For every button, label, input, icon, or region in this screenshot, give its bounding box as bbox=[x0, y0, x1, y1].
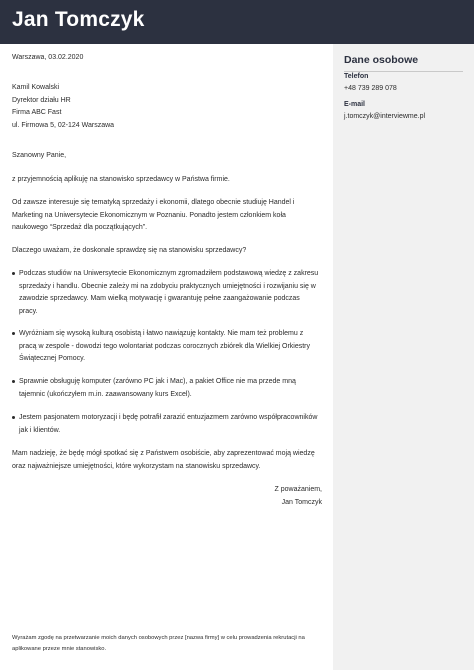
question-paragraph: Dlaczego uważam, że doskonale sprawdzę się na stanowisku sprzedawcy? bbox=[12, 247, 247, 254]
sidebar-title: Dane osobowe bbox=[344, 54, 463, 72]
data-consent-clause: Wyrażam zgodę na przetwarzanie moich danych osobowych przez [nazwa firmy] w celu prowadzenia rekrutacji na aplikowane przeze mnie stanowisko. bbox=[12, 635, 305, 652]
applicant-name: Jan Tomczyk bbox=[12, 8, 145, 31]
list-item-text: Sprawnie obsługuję komputer (zarówno PC jak i Mac), a pakiet Office nie ma przede mną tajemnic (ukończyłem m.in. zaawansowany kurs Excel). bbox=[19, 378, 296, 398]
list-item-text: Podczas studiów na Uniwersytecie Ekonomicznym zgromadziłem podstawową wiedzę z zakresu sprzedaży i handlu. Obecnie zależy mi na zdobyciu praktycznych umiejętności i rozwijaniu się w zawodzie sprzedawcy. Mam wielką motywację i gwarantuję pełne zaangażowanie podczas pracy. bbox=[19, 270, 319, 315]
phone-label: Telefon bbox=[344, 73, 369, 80]
recipient-company: Firma ABC Fast bbox=[12, 109, 62, 116]
personal-data-sidebar bbox=[333, 44, 474, 670]
intro-paragraph: z przyjemnością aplikuję na stanowisko sprzedawcy w Państwa firmie. bbox=[12, 176, 230, 183]
bullet-icon bbox=[12, 272, 15, 275]
recipient-address: ul. Firmowa 5, 02-124 Warszawa bbox=[12, 121, 115, 129]
signature: Jan Tomczyk bbox=[281, 498, 322, 506]
resume-header bbox=[0, 0, 474, 44]
recipient-name: Kamil Kowalski bbox=[12, 84, 60, 91]
list-item-text: Wyróżniam się wysoką kulturą osobistą i łatwo nawiązuję kontakty. Nie mam też problemu z pracą w zespole - dowodzi tego wolontariat podczas corocznych zbiórek dla Wielkiej Orkiestry Świątecznej Pomocy. bbox=[19, 330, 311, 362]
list-item-text: Jestem pasjonatem motoryzacji i będę potrafił zarazić entuzjazmem zarówno współpracowników jak i klientów. bbox=[19, 414, 318, 434]
email-value: j.tomczyk@interviewme.pl bbox=[344, 113, 426, 120]
sign-off: Z poważaniem, bbox=[274, 486, 322, 493]
interest-paragraph: Od zawsze interesuje się tematyką sprzedaży i ekonomii, dlatego obecnie studiuję Handel i Marketing na Uniwersytecie Ekonomicznym w Poznaniu. Ponadto jestem członkiem koła naukowego “Sprzedaż dla początkujących”. bbox=[12, 199, 295, 231]
greeting: Szanowny Panie, bbox=[12, 152, 67, 159]
closing-paragraph: Mam nadzieję, że będę mógł spotkać się z Państwem osobiście, aby zaprezentować moją wiedzę oraz najważniejsze umiejętności, które wykorzystam na stanowisku sprzedawcy. bbox=[12, 450, 315, 470]
recipient-position: Dyrektor działu HR bbox=[12, 96, 71, 104]
phone-value: +48 739 289 078 bbox=[344, 85, 397, 92]
email-label: E-mail bbox=[344, 101, 366, 108]
bullet-icon bbox=[12, 380, 15, 383]
place-date: Warszawa, 03.02.2020 bbox=[12, 54, 84, 61]
bullet-icon bbox=[12, 332, 15, 335]
bullet-icon bbox=[12, 416, 15, 419]
